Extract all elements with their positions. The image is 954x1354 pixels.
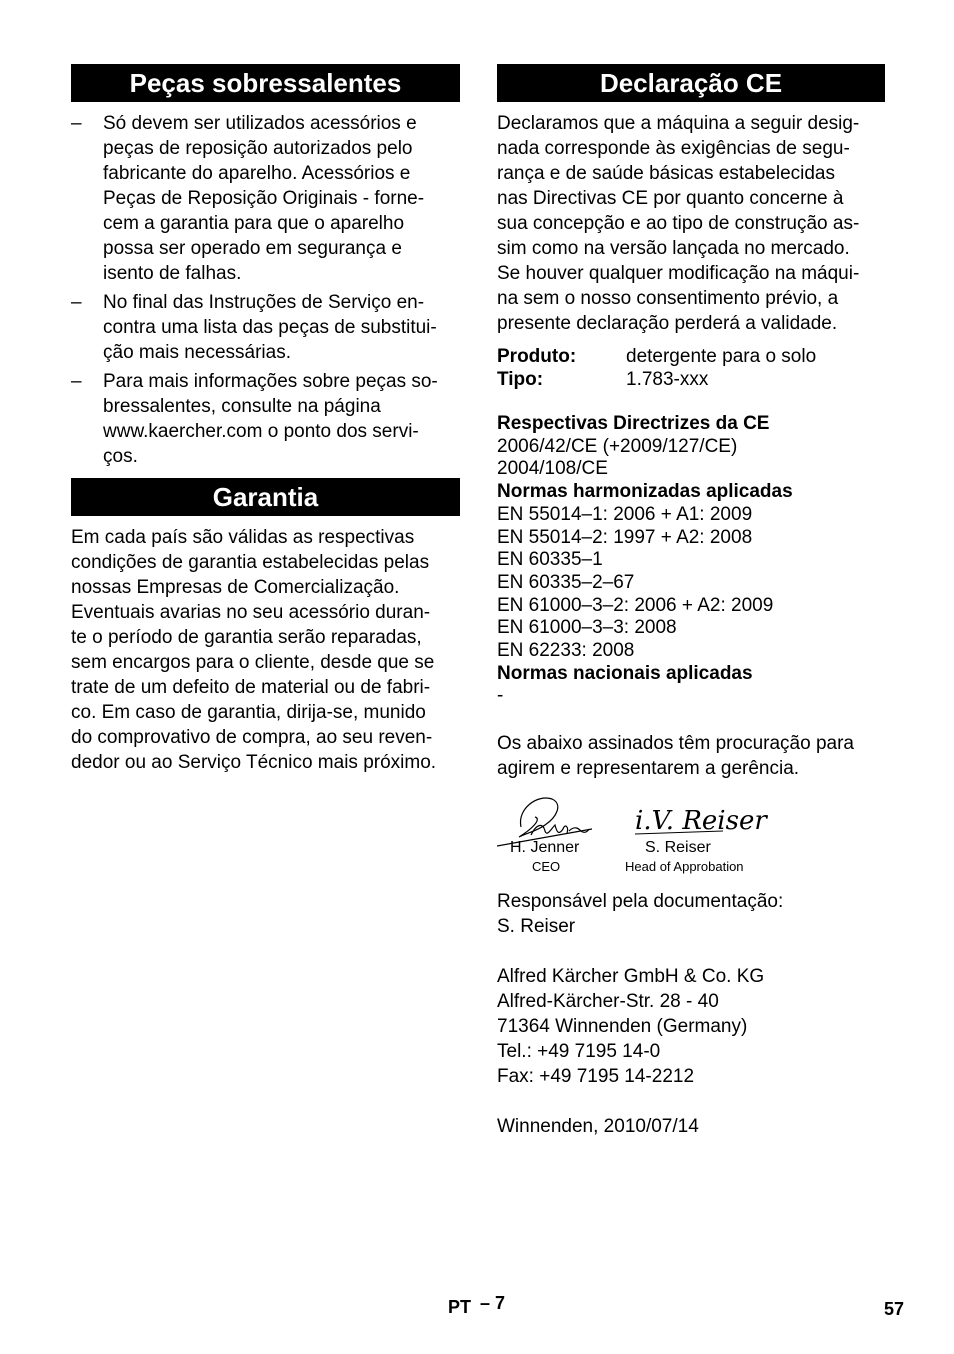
text-line: nas Directivas CE por quanto concerne à bbox=[497, 188, 844, 209]
standard-line: EN 62233: 2008 bbox=[497, 640, 635, 662]
standard-line: EN 61000–3–2: 2006 + A2: 2009 bbox=[497, 594, 774, 616]
standard-line: EN 60335–1 bbox=[497, 549, 603, 571]
standard-line: EN 61000–3–3: 2008 bbox=[497, 617, 677, 639]
text-line: na sem o nosso consentimento prévio, a bbox=[497, 288, 839, 309]
type-label: Tipo: bbox=[497, 369, 544, 390]
text-line: sem encargos para o cliente, desde que se bbox=[71, 652, 435, 673]
text-line: dedor ou ao Serviço Técnico mais próximo. bbox=[71, 752, 437, 773]
text-line: do comprovativo de compra, ao seu reven- bbox=[71, 727, 433, 748]
text-line: fabricante do aparelho. Acessórios e bbox=[103, 163, 411, 184]
text-line: bressalentes, consulte na página bbox=[103, 396, 381, 417]
text-line: Declaramos que a máquina a seguir desig- bbox=[497, 113, 860, 134]
bullet-dash: – bbox=[71, 113, 82, 134]
spare-parts-list bbox=[71, 111, 460, 469]
product-row bbox=[497, 345, 885, 368]
language-code: PT bbox=[448, 1297, 472, 1317]
text-line: rança e de saúde básicas estabelecidas bbox=[497, 163, 836, 184]
section-page-number: – 7 bbox=[480, 1293, 506, 1313]
text-line: sua concepção e ao tipo de construção as- bbox=[497, 213, 860, 234]
company-address bbox=[497, 964, 885, 1089]
text-line: Alfred-Kärcher-Str. 28 - 40 bbox=[497, 991, 719, 1013]
directive-line: 2004/108/CE bbox=[497, 458, 608, 480]
text-line: co. Em caso de garantia, dirija-se, munido bbox=[71, 702, 426, 723]
reiser-name: S. Reiser bbox=[645, 839, 711, 857]
standards-block bbox=[497, 413, 885, 708]
ce-declaration-intro bbox=[497, 111, 885, 336]
text-line: Peças de Reposição Originais - forne- bbox=[103, 188, 425, 209]
website-reference-line: www.kaercher.com o ponto dos servi- bbox=[103, 421, 419, 442]
product-value: detergente para o solo bbox=[626, 346, 817, 367]
footer-section-label bbox=[448, 1293, 506, 1318]
text-line: condições de garantia estabelecidas pelas bbox=[71, 552, 430, 573]
text-line: Eventuais avarias no seu acessório duran- bbox=[71, 602, 431, 623]
text-line: possa ser operado em segurança e bbox=[103, 238, 402, 259]
text-line: contra uma lista das peças de substitui- bbox=[103, 317, 437, 338]
text-line: nossas Empresas de Comercialização. bbox=[71, 577, 400, 598]
page-number: 57 bbox=[883, 1299, 904, 1319]
text-line: Só devem ser utilizados acessórios e bbox=[103, 113, 417, 134]
reiser-title: Head of Approbation bbox=[625, 859, 744, 875]
text-line: nada corresponde às exigências de segu- bbox=[497, 138, 850, 159]
text-line: S. Reiser bbox=[497, 916, 576, 938]
text-line: agirem e representarem a gerência. bbox=[497, 758, 800, 780]
text-line: Alfred Kärcher GmbH & Co. KG bbox=[497, 966, 765, 988]
text-line: Fax: +49 7195 14-2212 bbox=[497, 1066, 695, 1088]
harmonized-heading: Normas harmonizadas aplicadas bbox=[497, 481, 793, 503]
left-column bbox=[71, 64, 460, 775]
product-label: Produto: bbox=[497, 346, 577, 367]
jenner-name: H. Jenner bbox=[510, 839, 580, 857]
place-date: Winnenden, 2010/07/14 bbox=[497, 1116, 699, 1138]
reiser-handwriting: i.V. Reiser bbox=[635, 806, 767, 837]
type-value: 1.783-xxx bbox=[626, 369, 709, 390]
text-line: Para mais informações sobre peças so- bbox=[103, 371, 438, 392]
text-line: Se houver qualquer modificação na máqui- bbox=[497, 263, 860, 284]
standard-line: EN 60335–2–67 bbox=[497, 571, 635, 593]
list-item bbox=[71, 290, 460, 365]
list-item bbox=[71, 369, 460, 469]
bullet-dash: – bbox=[71, 292, 82, 313]
text-line: ção mais necessárias. bbox=[103, 342, 291, 363]
text-line: Tel.: +49 7195 14-0 bbox=[497, 1041, 661, 1063]
jenner-title: CEO bbox=[532, 859, 561, 875]
standard-line: EN 55014–2: 1997 + A2: 2008 bbox=[497, 526, 753, 548]
spare-parts-heading: Peças sobressalentes bbox=[71, 64, 460, 102]
product-info bbox=[497, 345, 885, 391]
warranty-text bbox=[71, 525, 460, 775]
ce-declaration-heading: Declaração CE bbox=[497, 64, 885, 102]
right-column bbox=[497, 64, 885, 1139]
text-line: te o período de garantia serão reparadas, bbox=[71, 627, 422, 648]
list-item bbox=[71, 111, 460, 286]
directive-line: 2006/42/CE (+2009/127/CE) bbox=[497, 435, 738, 457]
text-line: 71364 Winnenden (Germany) bbox=[497, 1016, 748, 1038]
national-value: - bbox=[497, 685, 504, 707]
text-line: Em cada país são válidas as respectivas bbox=[71, 527, 415, 548]
text-line: presente declaração perderá a validade. bbox=[497, 313, 838, 334]
text-line: ços. bbox=[103, 446, 138, 467]
text-line: No final das Instruções de Serviço en- bbox=[103, 292, 425, 313]
text-line: trate de um defeito de material ou de fabri- bbox=[71, 677, 431, 698]
warranty-heading: Garantia bbox=[71, 478, 460, 516]
text-line: isento de falhas. bbox=[103, 263, 242, 284]
bullet-dash: – bbox=[71, 371, 82, 392]
documentation-responsible bbox=[497, 889, 885, 939]
type-row bbox=[497, 368, 885, 391]
text-line: cem a garantia para que o aparelho bbox=[103, 213, 405, 234]
directives-heading: Respectivas Directrizes da CE bbox=[497, 413, 770, 434]
text-line: sim como na versão lançada no mercado. bbox=[497, 238, 850, 259]
text-line: peças de reposição autorizados pelo bbox=[103, 138, 413, 159]
signatures-block bbox=[497, 789, 885, 879]
national-heading: Normas nacionais aplicadas bbox=[497, 662, 753, 684]
text-line: Responsável pela documentação: bbox=[497, 891, 784, 913]
reiser-signature bbox=[635, 806, 768, 836]
text-line: Os abaixo assinados têm procuração para bbox=[497, 733, 854, 755]
standard-line: EN 55014–1: 2006 + A1: 2009 bbox=[497, 503, 753, 525]
signatories-text bbox=[497, 731, 885, 781]
